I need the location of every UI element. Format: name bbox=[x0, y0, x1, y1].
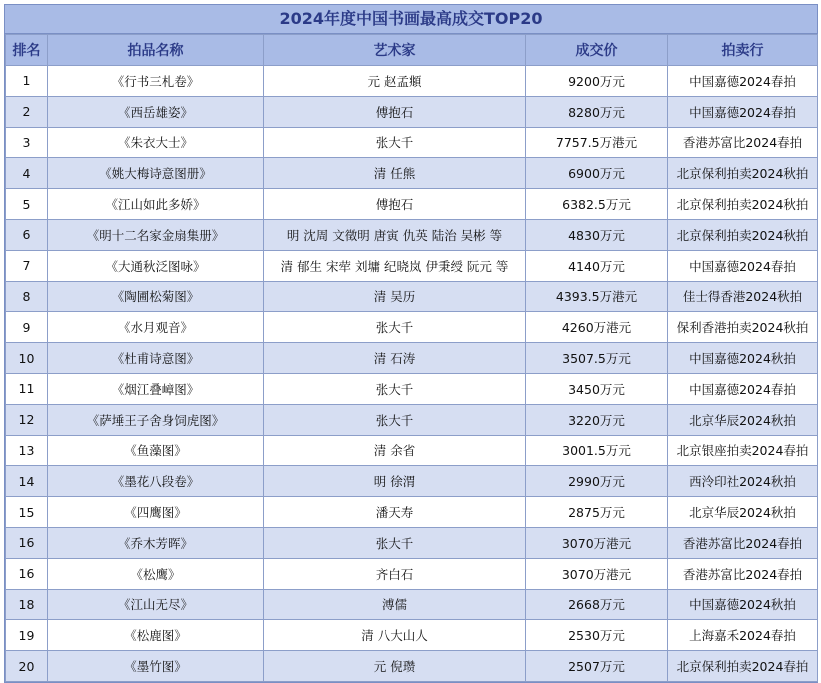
table-row bbox=[6, 373, 818, 404]
cell-price: 6382.5万元 bbox=[526, 189, 668, 220]
cell-lot-name: 《水月观音》 bbox=[48, 312, 264, 343]
cell-lot-name: 《松鹰》 bbox=[48, 558, 264, 589]
cell-rank: 5 bbox=[6, 189, 48, 220]
cell-rank: 19 bbox=[6, 620, 48, 651]
cell-rank: 2 bbox=[6, 96, 48, 127]
cell-price: 4830万元 bbox=[526, 219, 668, 250]
ranking-table-panel bbox=[4, 4, 818, 683]
cell-lot-name: 《大通秋泛图咏》 bbox=[48, 250, 264, 281]
table-row bbox=[6, 158, 818, 189]
cell-auction-house: 北京保利拍卖2024秋拍 bbox=[668, 219, 818, 250]
cell-artist: 清 吴历 bbox=[264, 281, 526, 312]
cell-price: 8280万元 bbox=[526, 96, 668, 127]
cell-price: 4140万元 bbox=[526, 250, 668, 281]
header-row bbox=[6, 35, 818, 66]
cell-auction-house: 香港苏富比2024春拍 bbox=[668, 127, 818, 158]
table-row bbox=[6, 404, 818, 435]
cell-artist: 清 余省 bbox=[264, 435, 526, 466]
cell-artist: 清 石涛 bbox=[264, 343, 526, 374]
cell-auction-house: 北京华辰2024秋拍 bbox=[668, 404, 818, 435]
cell-rank: 20 bbox=[6, 651, 48, 682]
cell-auction-house: 中国嘉德2024春拍 bbox=[668, 373, 818, 404]
cell-lot-name: 《墨花八段卷》 bbox=[48, 466, 264, 497]
cell-price: 2530万元 bbox=[526, 620, 668, 651]
cell-artist: 张大千 bbox=[264, 373, 526, 404]
cell-auction-house: 西泠印社2024秋拍 bbox=[668, 466, 818, 497]
cell-rank: 9 bbox=[6, 312, 48, 343]
cell-auction-house: 中国嘉德2024春拍 bbox=[668, 66, 818, 97]
cell-rank: 3 bbox=[6, 127, 48, 158]
cell-price: 3450万元 bbox=[526, 373, 668, 404]
table-row bbox=[6, 620, 818, 651]
cell-price: 2668万元 bbox=[526, 589, 668, 620]
table-row bbox=[6, 527, 818, 558]
table-row bbox=[6, 651, 818, 682]
cell-price: 9200万元 bbox=[526, 66, 668, 97]
cell-price: 4260万港元 bbox=[526, 312, 668, 343]
cell-auction-house: 佳士得香港2024秋拍 bbox=[668, 281, 818, 312]
cell-rank: 13 bbox=[6, 435, 48, 466]
cell-lot-name: 《烟江叠嶂图》 bbox=[48, 373, 264, 404]
cell-price: 3001.5万元 bbox=[526, 435, 668, 466]
table-row bbox=[6, 219, 818, 250]
cell-artist: 元 倪瓒 bbox=[264, 651, 526, 682]
cell-auction-house: 北京银座拍卖2024春拍 bbox=[668, 435, 818, 466]
table-row bbox=[6, 127, 818, 158]
cell-lot-name: 《行书三札卷》 bbox=[48, 66, 264, 97]
table-row bbox=[6, 466, 818, 497]
table-row bbox=[6, 96, 818, 127]
cell-artist: 清 郁生 宋荦 刘墉 纪晓岚 伊秉绶 阮元 等 bbox=[264, 250, 526, 281]
cell-artist: 清 任熊 bbox=[264, 158, 526, 189]
cell-lot-name: 《西岳雄姿》 bbox=[48, 96, 264, 127]
cell-rank: 16 bbox=[6, 527, 48, 558]
table-row bbox=[6, 589, 818, 620]
cell-auction-house: 北京华辰2024秋拍 bbox=[668, 497, 818, 528]
cell-artist: 明 徐渭 bbox=[264, 466, 526, 497]
cell-lot-name: 《朱衣大士》 bbox=[48, 127, 264, 158]
cell-artist: 潘天寿 bbox=[264, 497, 526, 528]
cell-price: 4393.5万港元 bbox=[526, 281, 668, 312]
cell-lot-name: 《江山如此多娇》 bbox=[48, 189, 264, 220]
cell-auction-house: 中国嘉德2024春拍 bbox=[668, 96, 818, 127]
cell-rank: 10 bbox=[6, 343, 48, 374]
cell-rank: 1 bbox=[6, 66, 48, 97]
cell-price: 2990万元 bbox=[526, 466, 668, 497]
cell-price: 7757.5万港元 bbox=[526, 127, 668, 158]
cell-artist: 元 赵孟頫 bbox=[264, 66, 526, 97]
cell-auction-house: 中国嘉德2024秋拍 bbox=[668, 589, 818, 620]
cell-lot-name: 《四鹰图》 bbox=[48, 497, 264, 528]
cell-rank: 4 bbox=[6, 158, 48, 189]
table-title: 2024年度中国书画最高成交TOP20 bbox=[5, 5, 817, 34]
table-row bbox=[6, 189, 818, 220]
cell-rank: 12 bbox=[6, 404, 48, 435]
cell-price: 2507万元 bbox=[526, 651, 668, 682]
cell-auction-house: 保利香港拍卖2024秋拍 bbox=[668, 312, 818, 343]
cell-artist: 张大千 bbox=[264, 127, 526, 158]
header-rank: 排名 bbox=[6, 35, 48, 66]
cell-rank: 6 bbox=[6, 219, 48, 250]
cell-lot-name: 《墨竹图》 bbox=[48, 651, 264, 682]
cell-lot-name: 《陶圃松菊图》 bbox=[48, 281, 264, 312]
cell-lot-name: 《江山无尽》 bbox=[48, 589, 264, 620]
header-lot-name: 拍品名称 bbox=[48, 35, 264, 66]
table-row bbox=[6, 250, 818, 281]
cell-artist: 张大千 bbox=[264, 404, 526, 435]
cell-auction-house: 上海嘉禾2024春拍 bbox=[668, 620, 818, 651]
cell-price: 3070万港元 bbox=[526, 527, 668, 558]
cell-artist: 明 沈周 文徵明 唐寅 仇英 陆治 吴彬 等 bbox=[264, 219, 526, 250]
cell-rank: 14 bbox=[6, 466, 48, 497]
cell-auction-house: 北京保利拍卖2024秋拍 bbox=[668, 158, 818, 189]
cell-artist: 傅抱石 bbox=[264, 96, 526, 127]
cell-price: 3070万港元 bbox=[526, 558, 668, 589]
cell-auction-house: 北京保利拍卖2024秋拍 bbox=[668, 189, 818, 220]
cell-price: 3507.5万元 bbox=[526, 343, 668, 374]
table-row bbox=[6, 558, 818, 589]
cell-rank: 11 bbox=[6, 373, 48, 404]
table-body bbox=[6, 66, 818, 682]
cell-auction-house: 中国嘉德2024春拍 bbox=[668, 250, 818, 281]
cell-auction-house: 北京保利拍卖2024春拍 bbox=[668, 651, 818, 682]
cell-price: 2875万元 bbox=[526, 497, 668, 528]
cell-price: 3220万元 bbox=[526, 404, 668, 435]
cell-lot-name: 《乔木芳晖》 bbox=[48, 527, 264, 558]
cell-lot-name: 《鱼藻图》 bbox=[48, 435, 264, 466]
cell-lot-name: 《萨埵王子舍身饲虎图》 bbox=[48, 404, 264, 435]
cell-auction-house: 香港苏富比2024春拍 bbox=[668, 527, 818, 558]
cell-artist: 张大千 bbox=[264, 312, 526, 343]
cell-lot-name: 《杜甫诗意图》 bbox=[48, 343, 264, 374]
cell-rank: 15 bbox=[6, 497, 48, 528]
cell-rank: 7 bbox=[6, 250, 48, 281]
cell-artist: 清 八大山人 bbox=[264, 620, 526, 651]
cell-rank: 16 bbox=[6, 558, 48, 589]
cell-artist: 傅抱石 bbox=[264, 189, 526, 220]
table-row bbox=[6, 66, 818, 97]
cell-lot-name: 《松鹿图》 bbox=[48, 620, 264, 651]
cell-rank: 18 bbox=[6, 589, 48, 620]
table-row bbox=[6, 343, 818, 374]
cell-lot-name: 《明十二名家金扇集册》 bbox=[48, 219, 264, 250]
header-artist: 艺术家 bbox=[264, 35, 526, 66]
header-price: 成交价 bbox=[526, 35, 668, 66]
cell-artist: 齐白石 bbox=[264, 558, 526, 589]
table-row bbox=[6, 312, 818, 343]
cell-auction-house: 中国嘉德2024秋拍 bbox=[668, 343, 818, 374]
table-row bbox=[6, 281, 818, 312]
header-auction-house: 拍卖行 bbox=[668, 35, 818, 66]
cell-price: 6900万元 bbox=[526, 158, 668, 189]
table-row bbox=[6, 497, 818, 528]
cell-rank: 8 bbox=[6, 281, 48, 312]
cell-auction-house: 香港苏富比2024春拍 bbox=[668, 558, 818, 589]
table-row bbox=[6, 435, 818, 466]
cell-lot-name: 《姚大梅诗意图册》 bbox=[48, 158, 264, 189]
ranking-table bbox=[5, 34, 818, 682]
cell-artist: 溥儒 bbox=[264, 589, 526, 620]
cell-artist: 张大千 bbox=[264, 527, 526, 558]
